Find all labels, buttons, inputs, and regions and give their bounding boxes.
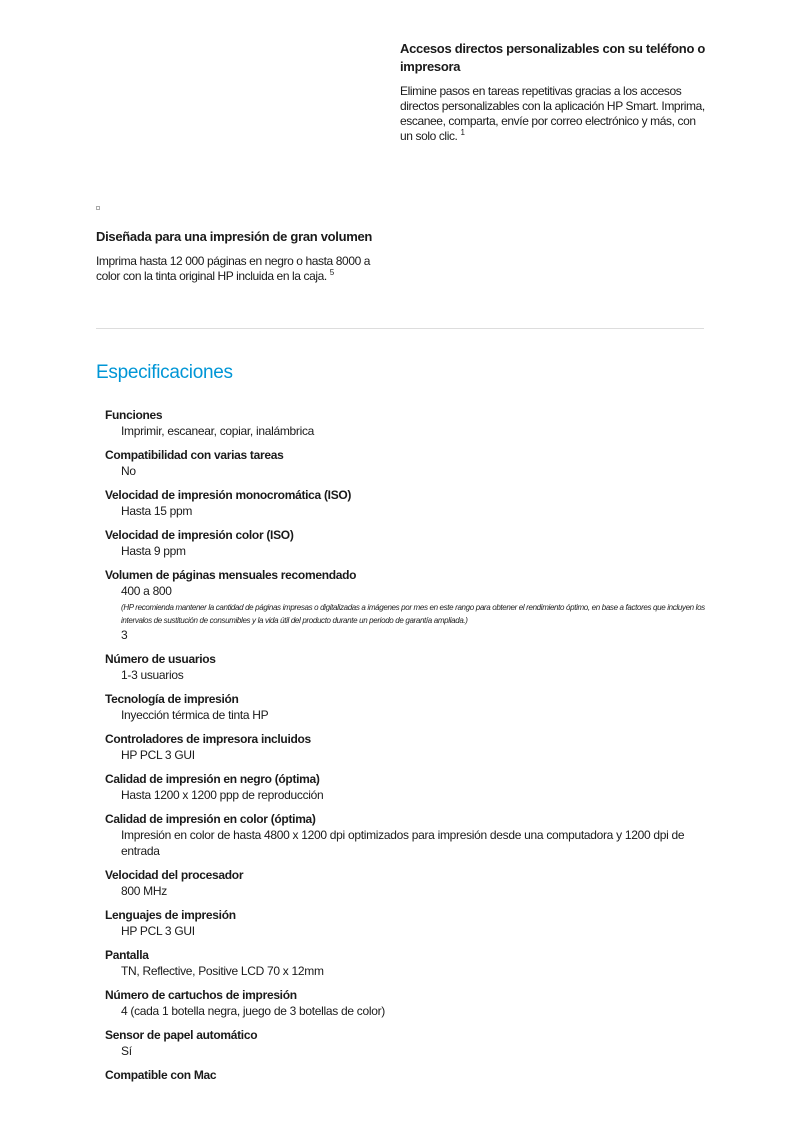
feature-high-volume-body [96,254,396,284]
spec-item [105,407,705,439]
feature-high-volume [96,206,396,284]
spec-value: TN, Reflective, Positive LCD 70 x 12mm [121,964,324,978]
spec-label: Tecnología de impresión [105,692,239,706]
spec-item [105,487,705,519]
spec-item [105,987,705,1019]
spec-note: (HP recomienda mantener la cantidad de páginas impresas o digitalizadas a imágenes por mes en este rango para obtener el rendimiento óptimo, en base a factores que incluyen los intervalos de sustitución de consumibles y la vida útil del producto durante un periodo de garantía ampliada.) [121,603,705,625]
spec-item [105,947,705,979]
feature-shortcuts-title: Accesos directos personalizables con su teléfono o impresora [400,41,706,74]
specs-list [105,407,705,1091]
spec-label: Velocidad de impresión monocromática (ISO) [105,488,352,502]
spec-item [105,527,705,559]
spec-item [105,1067,705,1083]
spec-value: Hasta 9 ppm [121,544,186,558]
spec-value: 1-3 usuarios [121,668,184,682]
feature-high-volume-title: Diseñada para una impresión de gran volumen [96,229,373,244]
spec-value: 400 a 800 [121,584,172,598]
spec-value: Sí [121,1044,132,1058]
spec-label: Calidad de impresión en color (óptima) [105,812,316,826]
spec-item [105,731,705,763]
spec-item [105,771,705,803]
spec-value: 4 (cada 1 botella negra, juego de 3 botellas de color) [121,1004,385,1018]
feature-shortcuts-text: Elimine pasos en tareas repetitivas gracias a los accesos directos personalizables con la aplicación HP Smart. Imprima, escanee, comparta, envíe por correo electrónico y más, con un solo clic. [400,84,705,143]
spec-item [105,1027,705,1059]
image-placeholder [96,206,100,210]
footnote-marker: 1 [460,128,465,137]
section-title: Especificaciones [96,362,233,383]
footnote-marker: 5 [329,268,334,277]
spec-label: Número de usuarios [105,652,216,666]
spec-label: Número de cartuchos de impresión [105,988,297,1002]
spec-extra-value: 3 [121,628,128,642]
spec-label: Compatible con Mac [105,1068,217,1082]
spec-label: Pantalla [105,948,149,962]
spec-label: Volumen de páginas mensuales recomendado [105,568,357,582]
spec-value: Hasta 1200 x 1200 ppp de reproducción [121,788,324,802]
spec-value: Impresión en color de hasta 4800 x 1200 dpi optimizados para impresión desde una computadora y 1200 dpi de entrada [121,828,685,858]
spec-value: No [121,464,136,478]
spec-label: Sensor de papel automático [105,1028,258,1042]
spec-value: Imprimir, escanear, copiar, inalámbrica [121,424,315,438]
spec-label: Funciones [105,408,163,422]
spec-item [105,811,705,859]
spec-label: Lenguajes de impresión [105,908,236,922]
section-divider [96,328,704,329]
spec-label: Compatibilidad con varias tareas [105,448,284,462]
spec-label: Calidad de impresión en negro (óptima) [105,772,320,786]
spec-value: HP PCL 3 GUI [121,924,195,938]
spec-value: HP PCL 3 GUI [121,748,195,762]
spec-item [105,691,705,723]
spec-item [105,907,705,939]
spec-label: Velocidad del procesador [105,868,244,882]
spec-value: 800 MHz [121,884,167,898]
feature-shortcuts [400,40,710,144]
spec-item [105,651,705,683]
feature-shortcuts-body [400,84,710,144]
spec-value: Hasta 15 ppm [121,504,193,518]
spec-item [105,447,705,479]
feature-high-volume-text: Imprima hasta 12 000 páginas en negro o hasta 8000 a color con la tinta original HP incluida en la caja. [96,254,371,283]
spec-value: Inyección térmica de tinta HP [121,708,269,722]
spec-item [105,567,705,643]
spec-item [105,867,705,899]
spec-label: Velocidad de impresión color (ISO) [105,528,294,542]
spec-label: Controladores de impresora incluidos [105,732,311,746]
